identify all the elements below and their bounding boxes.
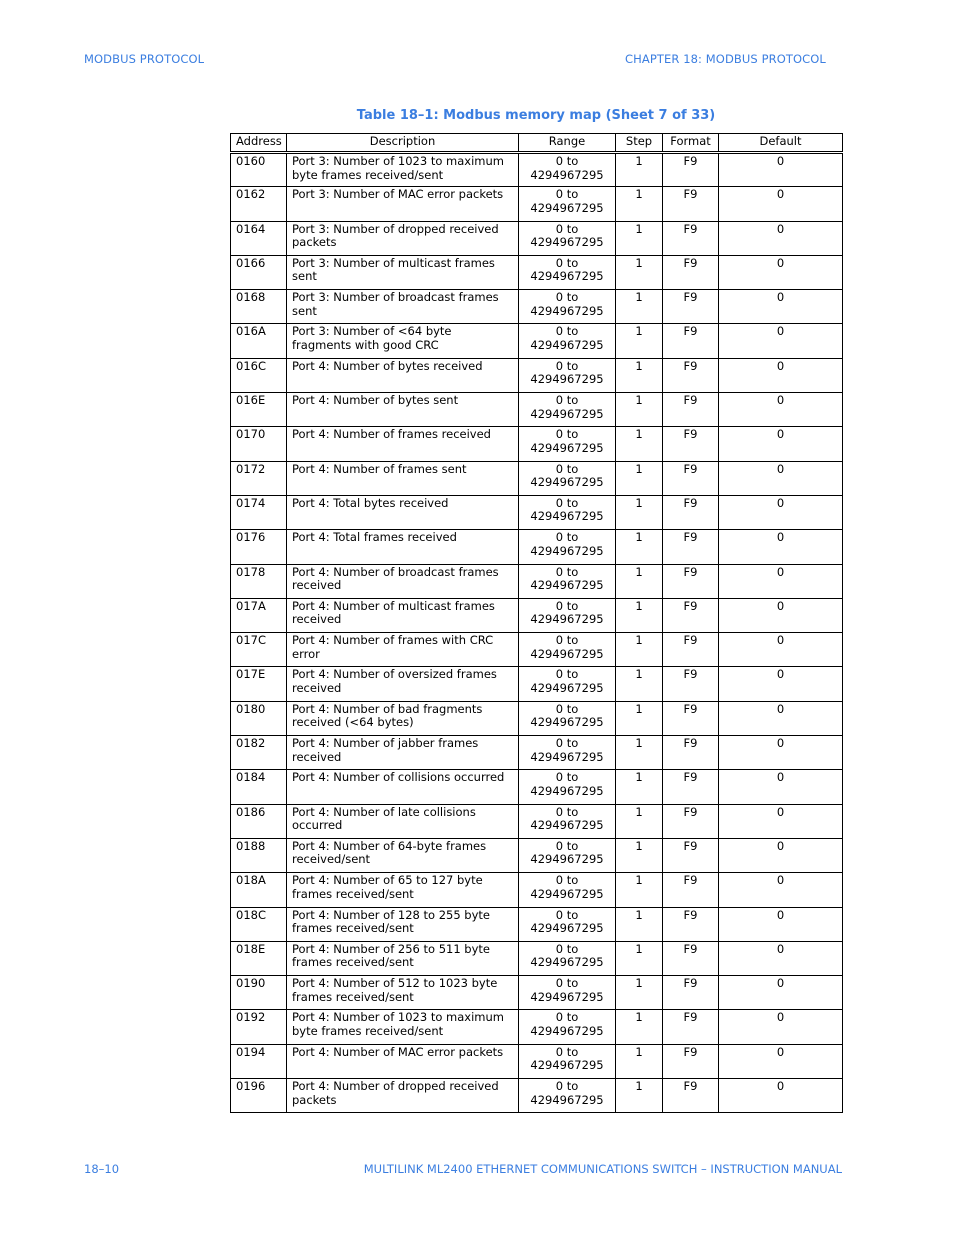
- cell-default: 0: [719, 495, 843, 529]
- cell-address: 0166: [231, 255, 287, 289]
- cell-description: Port 4: Number of multicast frames received: [287, 598, 519, 632]
- cell-format: F9: [663, 255, 719, 289]
- cell-step: 1: [616, 633, 663, 667]
- column-header-description: Description: [287, 134, 519, 153]
- cell-address: 0176: [231, 530, 287, 564]
- cell-step: 1: [616, 153, 663, 187]
- table-row: [231, 495, 843, 529]
- cell-format: F9: [663, 393, 719, 427]
- table-row: [231, 1079, 843, 1113]
- cell-range: 0 to 4294967295: [519, 427, 616, 461]
- cell-default: 0: [719, 770, 843, 804]
- cell-default: 0: [719, 1010, 843, 1044]
- cell-range: 0 to 4294967295: [519, 393, 616, 427]
- cell-format: F9: [663, 153, 719, 187]
- table-row: [231, 187, 843, 221]
- cell-range: 0 to 4294967295: [519, 530, 616, 564]
- cell-format: F9: [663, 1044, 719, 1078]
- cell-format: F9: [663, 461, 719, 495]
- table-row: [231, 1010, 843, 1044]
- cell-range: 0 to 4294967295: [519, 976, 616, 1010]
- cell-address: 016A: [231, 324, 287, 358]
- cell-address: 0178: [231, 564, 287, 598]
- cell-description: Port 4: Number of MAC error packets: [287, 1044, 519, 1078]
- cell-address: 018A: [231, 873, 287, 907]
- cell-step: 1: [616, 290, 663, 324]
- cell-format: F9: [663, 427, 719, 461]
- cell-format: F9: [663, 633, 719, 667]
- cell-address: 0190: [231, 976, 287, 1010]
- table-caption: Table 18–1: Modbus memory map (Sheet 7 of 33): [356, 108, 716, 123]
- modbus-memory-map-table: [230, 133, 843, 1113]
- cell-address: 0170: [231, 427, 287, 461]
- table-row: [231, 358, 843, 392]
- cell-range: 0 to 4294967295: [519, 770, 616, 804]
- cell-range: 0 to 4294967295: [519, 324, 616, 358]
- table-row: [231, 976, 843, 1010]
- cell-step: 1: [616, 495, 663, 529]
- table-row: [231, 324, 843, 358]
- cell-step: 1: [616, 907, 663, 941]
- cell-range: 0 to 4294967295: [519, 495, 616, 529]
- cell-description: Port 4: Number of jabber frames received: [287, 736, 519, 770]
- cell-address: 0164: [231, 221, 287, 255]
- cell-step: 1: [616, 530, 663, 564]
- column-header-range: Range: [519, 134, 616, 153]
- cell-description: Port 4: Total frames received: [287, 530, 519, 564]
- cell-address: 0182: [231, 736, 287, 770]
- cell-format: F9: [663, 564, 719, 598]
- cell-address: 0168: [231, 290, 287, 324]
- running-header-section: MODBUS PROTOCOL: [84, 52, 205, 66]
- cell-default: 0: [719, 633, 843, 667]
- cell-range: 0 to 4294967295: [519, 633, 616, 667]
- page-number: 18–10: [84, 1162, 120, 1176]
- cell-range: 0 to 4294967295: [519, 187, 616, 221]
- cell-range: 0 to 4294967295: [519, 564, 616, 598]
- cell-description: Port 4: Number of frames sent: [287, 461, 519, 495]
- cell-format: F9: [663, 358, 719, 392]
- cell-description: Port 4: Number of 128 to 255 byte frames received/sent: [287, 907, 519, 941]
- cell-address: 0186: [231, 804, 287, 838]
- table-row: [231, 461, 843, 495]
- cell-description: Port 4: Number of 1023 to maximum byte frames received/sent: [287, 1010, 519, 1044]
- table-row: [231, 701, 843, 735]
- table-row: [231, 736, 843, 770]
- cell-description: Port 4: Number of frames with CRC error: [287, 633, 519, 667]
- table-row: [231, 221, 843, 255]
- cell-range: 0 to 4294967295: [519, 941, 616, 975]
- column-header-step: Step: [616, 134, 663, 153]
- cell-description: Port 4: Number of 65 to 127 byte frames received/sent: [287, 873, 519, 907]
- cell-format: F9: [663, 598, 719, 632]
- cell-step: 1: [616, 564, 663, 598]
- cell-step: 1: [616, 427, 663, 461]
- cell-description: Port 3: Number of broadcast frames sent: [287, 290, 519, 324]
- cell-range: 0 to 4294967295: [519, 1044, 616, 1078]
- cell-step: 1: [616, 358, 663, 392]
- cell-range: 0 to 4294967295: [519, 1079, 616, 1113]
- cell-default: 0: [719, 736, 843, 770]
- cell-format: F9: [663, 873, 719, 907]
- cell-range: 0 to 4294967295: [519, 598, 616, 632]
- cell-default: 0: [719, 221, 843, 255]
- cell-step: 1: [616, 736, 663, 770]
- table-row: [231, 290, 843, 324]
- cell-default: 0: [719, 701, 843, 735]
- cell-range: 0 to 4294967295: [519, 736, 616, 770]
- cell-description: Port 4: Number of collisions occurred: [287, 770, 519, 804]
- column-header-format: Format: [663, 134, 719, 153]
- cell-range: 0 to 4294967295: [519, 461, 616, 495]
- cell-default: 0: [719, 598, 843, 632]
- cell-step: 1: [616, 1010, 663, 1044]
- cell-description: Port 4: Number of 64-byte frames received/sent: [287, 838, 519, 872]
- cell-step: 1: [616, 461, 663, 495]
- cell-default: 0: [719, 838, 843, 872]
- cell-range: 0 to 4294967295: [519, 667, 616, 701]
- table-header-row: [231, 134, 843, 153]
- cell-address: 0180: [231, 701, 287, 735]
- cell-step: 1: [616, 873, 663, 907]
- cell-format: F9: [663, 667, 719, 701]
- column-header-address: Address: [231, 134, 287, 153]
- cell-format: F9: [663, 221, 719, 255]
- cell-description: Port 4: Number of oversized frames received: [287, 667, 519, 701]
- table-row: [231, 393, 843, 427]
- cell-step: 1: [616, 598, 663, 632]
- cell-address: 0160: [231, 153, 287, 187]
- cell-range: 0 to 4294967295: [519, 907, 616, 941]
- cell-address: 016E: [231, 393, 287, 427]
- cell-step: 1: [616, 976, 663, 1010]
- table-row: [231, 530, 843, 564]
- cell-format: F9: [663, 907, 719, 941]
- cell-description: Port 4: Number of 512 to 1023 byte frames received/sent: [287, 976, 519, 1010]
- cell-format: F9: [663, 838, 719, 872]
- cell-range: 0 to 4294967295: [519, 804, 616, 838]
- cell-address: 016C: [231, 358, 287, 392]
- cell-format: F9: [663, 530, 719, 564]
- cell-description: Port 4: Number of late collisions occurred: [287, 804, 519, 838]
- cell-description: Port 4: Number of frames received: [287, 427, 519, 461]
- cell-default: 0: [719, 153, 843, 187]
- cell-description: Port 4: Total bytes received: [287, 495, 519, 529]
- cell-default: 0: [719, 530, 843, 564]
- cell-address: 0196: [231, 1079, 287, 1113]
- cell-format: F9: [663, 324, 719, 358]
- cell-description: Port 4: Number of broadcast frames received: [287, 564, 519, 598]
- table-row: [231, 633, 843, 667]
- cell-address: 018C: [231, 907, 287, 941]
- cell-format: F9: [663, 770, 719, 804]
- table-row: [231, 941, 843, 975]
- cell-default: 0: [719, 255, 843, 289]
- cell-address: 0188: [231, 838, 287, 872]
- cell-format: F9: [663, 1079, 719, 1113]
- cell-range: 0 to 4294967295: [519, 701, 616, 735]
- cell-description: Port 3: Number of <64 byte fragments with good CRC: [287, 324, 519, 358]
- cell-default: 0: [719, 941, 843, 975]
- cell-default: 0: [719, 564, 843, 598]
- cell-step: 1: [616, 1044, 663, 1078]
- table-row: [231, 907, 843, 941]
- cell-address: 018E: [231, 941, 287, 975]
- table-body: [231, 153, 843, 1113]
- cell-description: Port 4: Number of bad fragments received (<64 bytes): [287, 701, 519, 735]
- cell-default: 0: [719, 187, 843, 221]
- cell-format: F9: [663, 290, 719, 324]
- cell-range: 0 to 4294967295: [519, 221, 616, 255]
- cell-description: Port 4: Number of 256 to 511 byte frames received/sent: [287, 941, 519, 975]
- table-row: [231, 1044, 843, 1078]
- cell-format: F9: [663, 1010, 719, 1044]
- cell-step: 1: [616, 324, 663, 358]
- cell-step: 1: [616, 221, 663, 255]
- cell-step: 1: [616, 941, 663, 975]
- cell-address: 0184: [231, 770, 287, 804]
- cell-description: Port 4: Number of dropped received packets: [287, 1079, 519, 1113]
- cell-step: 1: [616, 701, 663, 735]
- cell-address: 0162: [231, 187, 287, 221]
- cell-description: Port 3: Number of dropped received packets: [287, 221, 519, 255]
- cell-range: 0 to 4294967295: [519, 358, 616, 392]
- cell-default: 0: [719, 290, 843, 324]
- cell-default: 0: [719, 907, 843, 941]
- table-row: [231, 804, 843, 838]
- cell-description: Port 3: Number of 1023 to maximum byte frames received/sent: [287, 153, 519, 187]
- cell-range: 0 to 4294967295: [519, 290, 616, 324]
- cell-default: 0: [719, 804, 843, 838]
- cell-description: Port 3: Number of multicast frames sent: [287, 255, 519, 289]
- cell-address: 0194: [231, 1044, 287, 1078]
- cell-description: Port 4: Number of bytes sent: [287, 393, 519, 427]
- cell-default: 0: [719, 358, 843, 392]
- manual-title: MULTILINK ML2400 ETHERNET COMMUNICATIONS SWITCH – INSTRUCTION MANUAL: [363, 1162, 842, 1176]
- cell-default: 0: [719, 1044, 843, 1078]
- cell-address: 0192: [231, 1010, 287, 1044]
- cell-range: 0 to 4294967295: [519, 873, 616, 907]
- table-row: [231, 770, 843, 804]
- cell-default: 0: [719, 1079, 843, 1113]
- cell-step: 1: [616, 255, 663, 289]
- table-row: [231, 427, 843, 461]
- cell-format: F9: [663, 187, 719, 221]
- table-row: [231, 598, 843, 632]
- cell-format: F9: [663, 941, 719, 975]
- cell-default: 0: [719, 667, 843, 701]
- cell-default: 0: [719, 461, 843, 495]
- cell-default: 0: [719, 427, 843, 461]
- column-header-default: Default: [719, 134, 843, 153]
- cell-range: 0 to 4294967295: [519, 1010, 616, 1044]
- cell-format: F9: [663, 736, 719, 770]
- cell-default: 0: [719, 324, 843, 358]
- cell-description: Port 3: Number of MAC error packets: [287, 187, 519, 221]
- cell-range: 0 to 4294967295: [519, 255, 616, 289]
- cell-default: 0: [719, 976, 843, 1010]
- cell-step: 1: [616, 667, 663, 701]
- cell-range: 0 to 4294967295: [519, 838, 616, 872]
- table-row: [231, 255, 843, 289]
- table-row: [231, 153, 843, 187]
- cell-address: 0174: [231, 495, 287, 529]
- cell-address: 017C: [231, 633, 287, 667]
- cell-step: 1: [616, 393, 663, 427]
- cell-format: F9: [663, 976, 719, 1010]
- cell-format: F9: [663, 495, 719, 529]
- table-row: [231, 838, 843, 872]
- cell-step: 1: [616, 187, 663, 221]
- cell-range: 0 to 4294967295: [519, 153, 616, 187]
- cell-step: 1: [616, 770, 663, 804]
- table-row: [231, 564, 843, 598]
- cell-step: 1: [616, 838, 663, 872]
- cell-format: F9: [663, 701, 719, 735]
- cell-step: 1: [616, 804, 663, 838]
- cell-address: 017E: [231, 667, 287, 701]
- cell-format: F9: [663, 804, 719, 838]
- table-row: [231, 873, 843, 907]
- cell-address: 0172: [231, 461, 287, 495]
- cell-step: 1: [616, 1079, 663, 1113]
- table-row: [231, 667, 843, 701]
- running-header-chapter: CHAPTER 18: MODBUS PROTOCOL: [625, 52, 826, 66]
- cell-description: Port 4: Number of bytes received: [287, 358, 519, 392]
- cell-default: 0: [719, 873, 843, 907]
- cell-default: 0: [719, 393, 843, 427]
- cell-address: 017A: [231, 598, 287, 632]
